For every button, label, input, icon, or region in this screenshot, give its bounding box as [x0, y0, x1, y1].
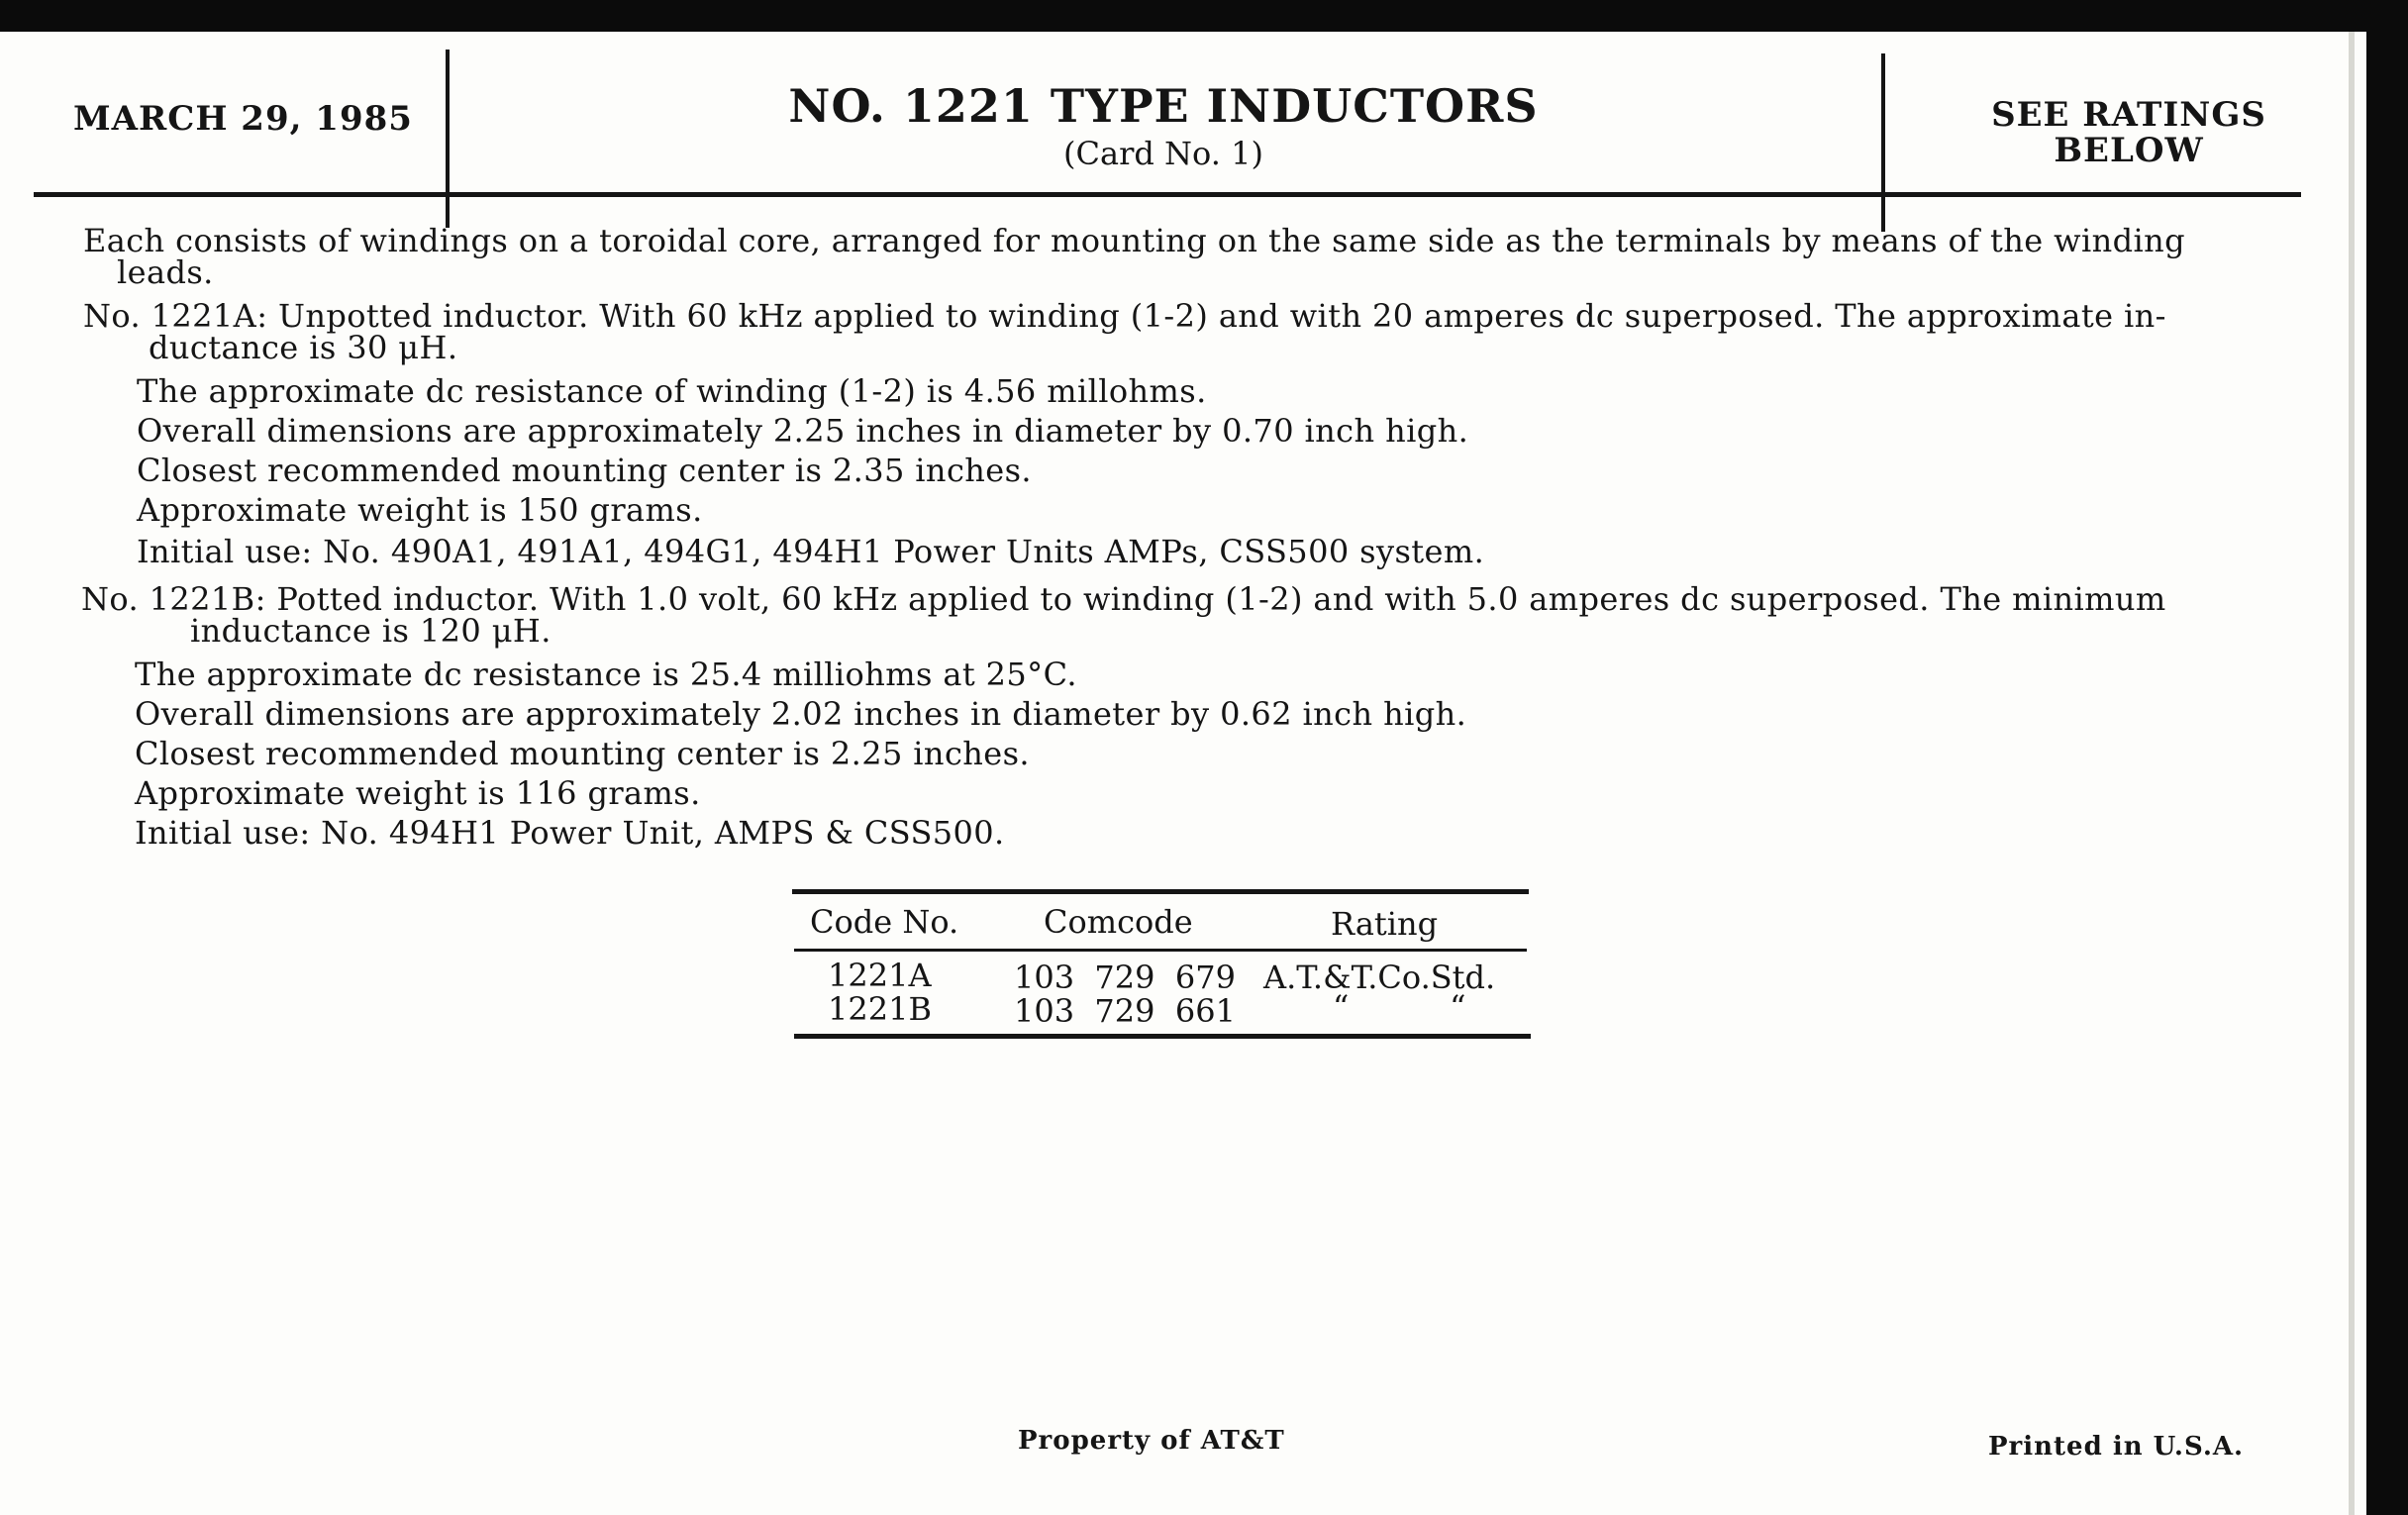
item-1221a-initial-use: Initial use: No. 490A1, 491A1, 494G1, 494H1 Power Units AMPs, CSS500 system.: [137, 533, 1485, 570]
table-cell-code: 1221A: [828, 957, 932, 994]
ratings-note-line-2: BELOW: [2054, 131, 2204, 170]
item-1221b-initial-use: Initial use: No. 494H1 Power Unit, AMPS & CSS500.: [135, 814, 1005, 852]
item-1221b-weight: Approximate weight is 116 grams.: [135, 774, 701, 812]
table-header-rating: Rating: [1331, 905, 1439, 943]
item-1221a-weight: Approximate weight is 150 grams.: [137, 491, 703, 529]
item-1221a-line-1: No. 1221A: Unpotted inductor. With 60 kHz applied to winding (1-2) and with 20 amperes dc superposed. The approximate in-: [83, 297, 2166, 335]
footer-property: Property of AT&T: [1018, 1426, 1285, 1456]
header-rule: [34, 192, 2301, 197]
table-cell-rating: “ “: [1333, 988, 1466, 1026]
table-cell-code: 1221B: [828, 990, 932, 1028]
header-divider-left: [446, 50, 450, 228]
item-1221b-line-1: No. 1221B: Potted inductor. With 1.0 volt, 60 kHz applied to winding (1-2) and with 5.0 amperes dc superposed. The minimum: [81, 580, 2166, 618]
table-cell-comcode: 103 729 661: [1014, 992, 1236, 1030]
table-header-rule: [794, 949, 1527, 952]
card-title: NO. 1221 TYPE INDUCTORS: [788, 79, 1539, 133]
card-subtitle: (Card No. 1): [1063, 135, 1263, 172]
catalog-card: [0, 32, 2366, 1515]
card-date: MARCH 29, 1985: [73, 99, 413, 139]
table-top-rule: [792, 889, 1529, 894]
item-1221a-line-2: ductance is 30 μH.: [149, 329, 458, 366]
item-1221b-resistance: The approximate dc resistance is 25.4 milliohms at 25°C.: [135, 656, 1077, 693]
ratings-note: [1891, 97, 2366, 168]
intro-line-2: leads.: [117, 253, 214, 291]
table-cell-comcode: 103 729 679: [1014, 959, 1236, 996]
ratings-note-line-1: SEE RATINGS: [1991, 95, 2266, 135]
table-cell-rating: A.T.&T.Co.Std.: [1263, 959, 1496, 996]
card-edge: [2349, 32, 2355, 1515]
intro-line-1: Each consists of windings on a toroidal core, arranged for mounting on the same side as the terminals by means of the winding: [83, 222, 2186, 259]
table-header-comcode: Comcode: [1044, 903, 1193, 941]
table-header-code: Code No.: [810, 903, 959, 941]
table-bottom-rule: [794, 1034, 1531, 1039]
item-1221a-dimensions: Overall dimensions are approximately 2.25 inches in diameter by 0.70 inch high.: [137, 412, 1469, 450]
item-1221a-resistance: The approximate dc resistance of winding (1-2) is 4.56 millohms.: [137, 372, 1207, 410]
item-1221a-mounting: Closest recommended mounting center is 2.35 inches.: [137, 452, 1033, 489]
item-1221b-line-2: inductance is 120 μH.: [190, 612, 552, 650]
footer-printed: Printed in U.S.A.: [1988, 1432, 2245, 1462]
item-1221b-dimensions: Overall dimensions are approximately 2.02 inches in diameter by 0.62 inch high.: [135, 695, 1467, 733]
item-1221b-mounting: Closest recommended mounting center is 2.25 inches.: [135, 735, 1031, 772]
header-divider-right: [1881, 53, 1885, 232]
